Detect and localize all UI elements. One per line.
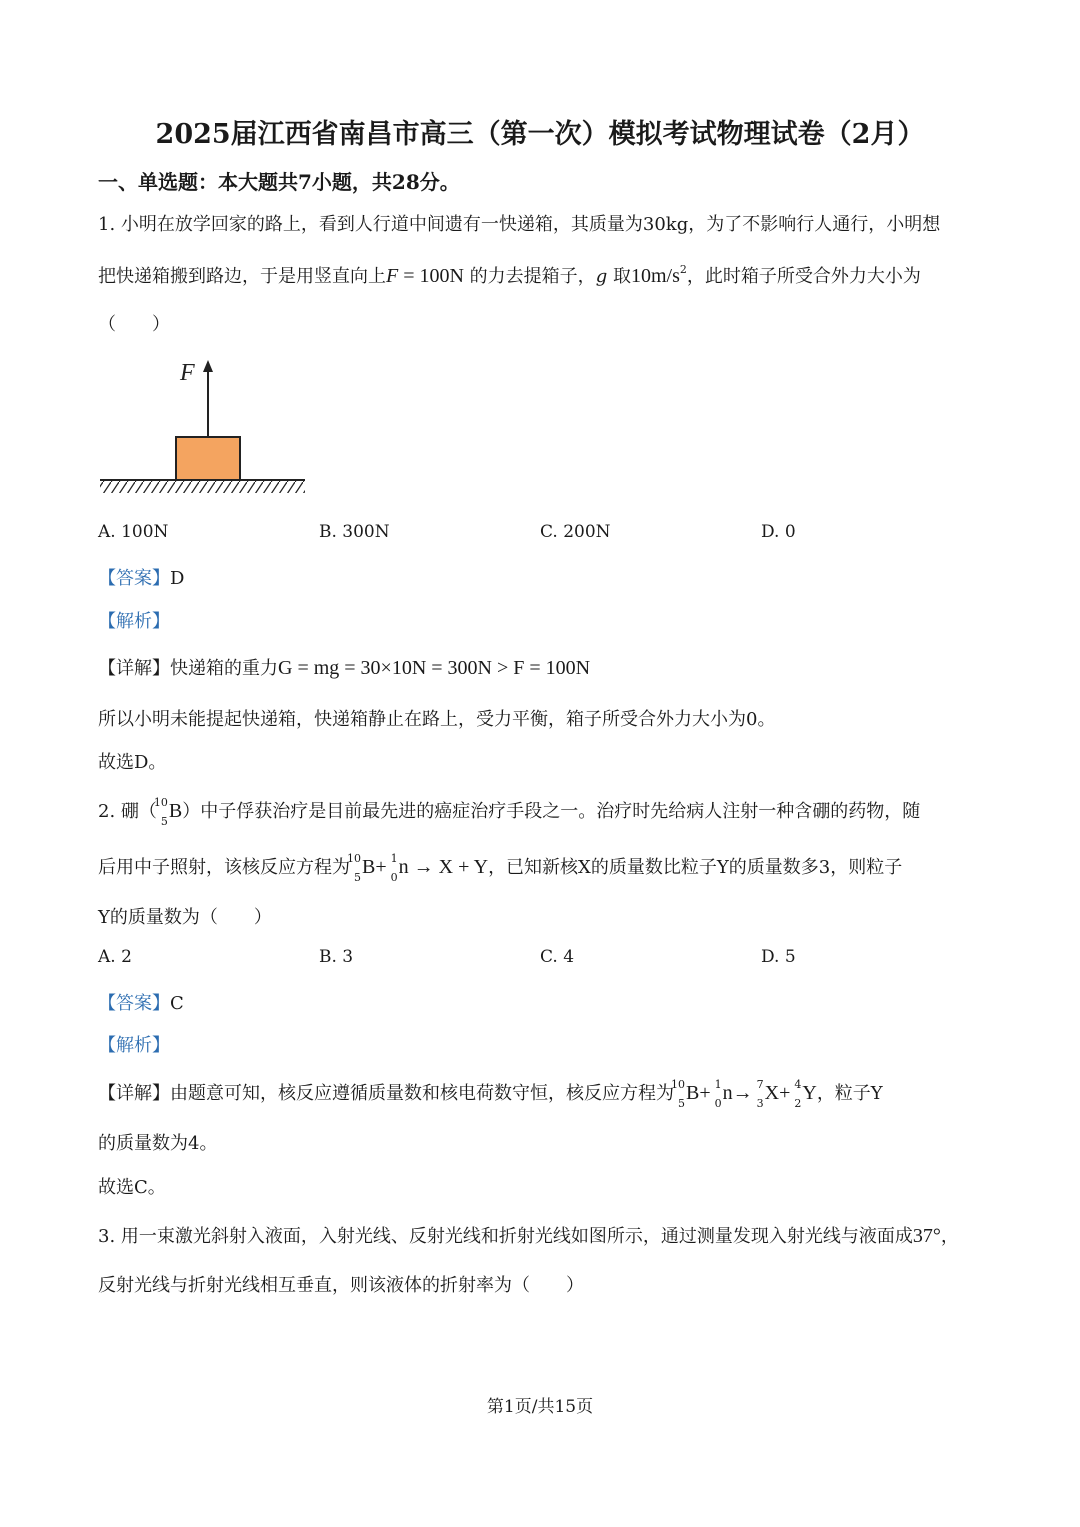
- q1-option-b: B. 300N: [319, 522, 390, 542]
- q1-answer: 【答案】D: [98, 568, 185, 589]
- q2-conclusion: 故选C。: [98, 1177, 166, 1198]
- q1-option-d: D. 0: [761, 522, 796, 542]
- q2-detail-line2: 的质量数为4。: [98, 1133, 218, 1154]
- q2-option-a: A. 2: [98, 947, 132, 967]
- q2-option-b: B. 3: [319, 947, 354, 967]
- q2-line3: Y的质量数为（ ）: [98, 907, 272, 928]
- force-label: F: [180, 360, 195, 386]
- q1-option-c: C. 200N: [540, 522, 611, 542]
- q1-conclusion: 故选D。: [98, 752, 167, 773]
- q2-line2: 后用中子照射，该核反应方程为 10 5 B+ 1 0 n → X + Y，已知新核X的质量数比粒子Y的质量数多3，则粒子: [98, 852, 903, 884]
- q2-answer: 【答案】C: [98, 993, 184, 1014]
- q1-line3: （ ）: [98, 314, 170, 335]
- document-title: 2025届江西省南昌市高三（第一次）模拟考试物理试卷（2月）: [155, 119, 925, 150]
- q2-option-c: C. 4: [540, 947, 575, 967]
- q2-detail: 【详解】由题意可知，核反应遵循质量数和核电荷数守恒，核反应方程为 10 5 B+ 1 0 n→ 7 3 X+ 4 2 Y，粒子Y: [98, 1078, 883, 1110]
- q2-analysis: 【解析】: [98, 1035, 170, 1056]
- section-header: 一、单选题：本大题共7小题，共28分。: [98, 170, 460, 194]
- box: [176, 437, 240, 480]
- force-arrow-head: [203, 360, 213, 372]
- ground-hatching: [100, 481, 305, 493]
- q1-detail: 【详解】快递箱的重力G = mg = 30×10N = 300N > F = 100N: [98, 657, 591, 679]
- q3-line1: 3. 用一束激光斜射入液面，入射光线、反射光线和折射光线如图所示，通过测量发现入射光线与液面成37°，: [98, 1225, 959, 1247]
- q3-line2: 反射光线与折射光线相互垂直，则该液体的折射率为（ ）: [98, 1275, 584, 1296]
- q1-option-a: A. 100N: [98, 522, 169, 542]
- q2-option-d: D. 5: [761, 947, 796, 967]
- q1-analysis: 【解析】: [98, 611, 170, 632]
- q1-line2: 把快递箱搬到路边，于是用竖直向上F = 100N 的力去提箱子，g 取$10m/s^2$，此时箱子所受合外力大小为: [98, 263, 921, 287]
- q1-line1: 1. 小明在放学回家的路上，看到人行道中间遗有一快递箱，其质量为30kg，为了不影响行人通行，小明想: [98, 214, 941, 235]
- q1-force-diagram: [95, 350, 315, 500]
- page-footer: 第1页/共15页: [486, 1397, 594, 1417]
- q1-detail-line2: 所以小明未能提起快递箱，快递箱静止在路上，受力平衡，箱子所受合外力大小为0。: [98, 709, 776, 730]
- q2-line1: 2. 硼（ 10 5 B）中子俘获治疗是目前最先进的癌症治疗手段之一。治疗时先给病人注射一种含硼的药物，随: [98, 796, 921, 828]
